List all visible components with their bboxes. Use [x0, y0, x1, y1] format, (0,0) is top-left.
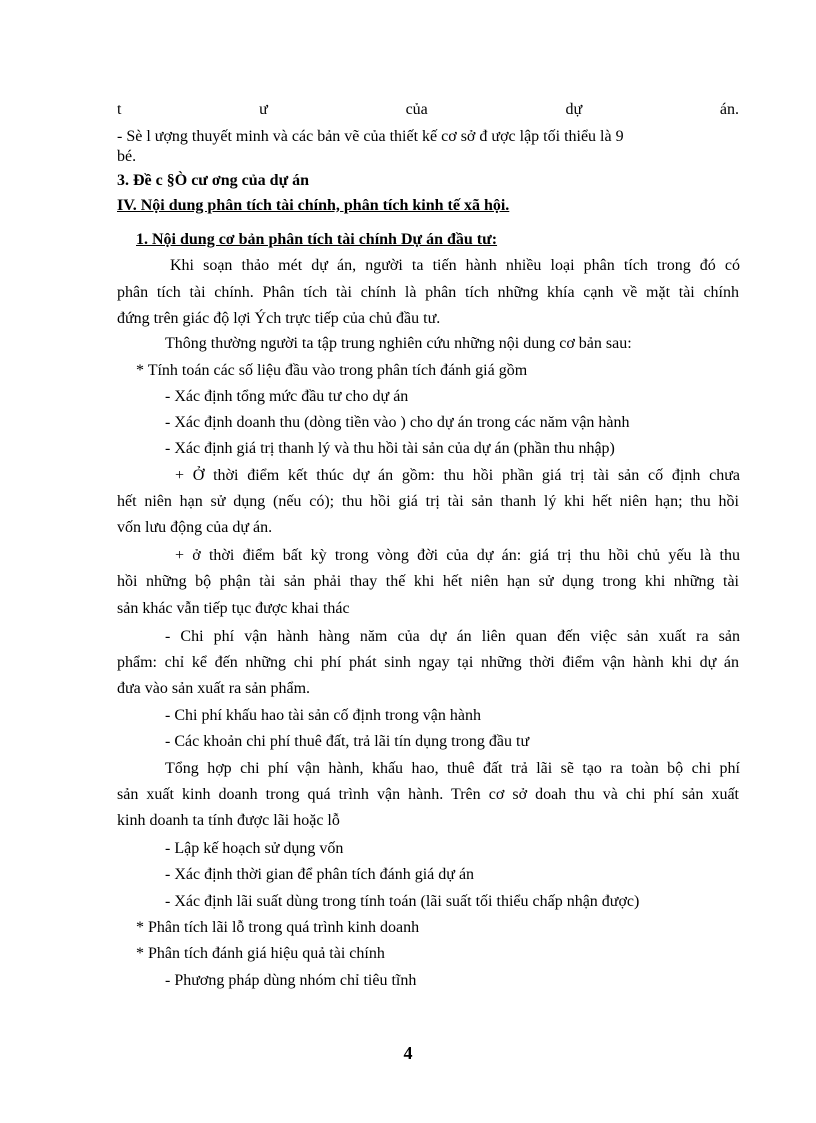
- text-line: - Xác định thời gian để phân tích đánh giá dự án: [165, 866, 475, 883]
- text-line: * Tính toán các số liệu đầu vào trong phân tích đánh giá gồm: [136, 362, 528, 379]
- text-line: hồi những bộ phận tài sản phải thay thế khi hết niên hạn sử dụng trong khi những tài: [117, 573, 739, 590]
- text-line: * Phân tích lãi lỗ trong quá trình kinh doanh: [136, 919, 420, 936]
- chapter-heading: IV. Nội dung phân tích tài chính, phân tích kinh tế xã hội.: [117, 197, 510, 214]
- page-number: 4: [403, 1043, 413, 1063]
- text-line: t ư của dự án.: [117, 101, 739, 118]
- subsection-heading: 1. Nội dung cơ bản phân tích tài chính Dự án đầu tư:: [136, 231, 498, 248]
- text-line: đứng trên giác độ lợi Ých trực tiếp của chủ đầu tư.: [117, 310, 441, 327]
- text-line: - Các khoản chi phí thuê đất, trả lãi tín dụng trong đầu tư: [165, 733, 530, 750]
- text-line: - Xác định giá trị thanh lý và thu hồi tài sản của dự án (phần thu nhập): [165, 440, 615, 457]
- text-line: - Lập kế hoạch sử dụng vốn: [165, 840, 344, 857]
- text-line: - Sè l ượng thuyết minh và các bản vẽ của thiết kế cơ sở đ ược lập tối thiểu là 9: [117, 128, 624, 145]
- text-line: phẩm: chỉ kể đến những chi phí phát sinh ngay tại những thời điểm vận hành khi dự án: [117, 654, 739, 671]
- text-line: đưa vào sản xuất ra sản phẩm.: [117, 680, 311, 697]
- text-line: - Xác định tổng mức đầu tư cho dự án: [165, 388, 409, 405]
- text-line: + Ở thời điểm kết thúc dự án gồm: thu hồi phần giá trị tài sản cố định chưa: [175, 467, 740, 484]
- section-heading: 3. Đề c §Ò cư ơng của dự án: [117, 172, 310, 189]
- text-line: vốn lưu động của dự án.: [117, 519, 273, 536]
- text-line: sản xuất kinh doanh trong quá trình vận hành. Trên cơ sở doah thu và chi phí sản xuất: [117, 786, 739, 803]
- text-line: - Xác định doanh thu (dòng tiền vào ) cho dự án trong các năm vận hành: [165, 414, 630, 431]
- text-line: - Chi phí khấu hao tài sản cố định trong vận hành: [165, 707, 481, 724]
- text-line: - Xác định lãi suất dùng trong tính toán (lãi suất tối thiểu chấp nhận được): [165, 893, 640, 910]
- text-line: - Chi phí vận hành hàng năm của dự án liên quan đến việc sản xuất ra sản: [165, 628, 740, 645]
- text-line: phân tích tài chính. Phân tích tài chính là phân tích những khía cạnh về mặt tài chính: [117, 284, 739, 301]
- text-line: * Phân tích đánh giá hiệu quả tài chính: [136, 945, 385, 962]
- text-line: - Phương pháp dùng nhóm chỉ tiêu tĩnh: [165, 972, 417, 989]
- text-line: Tổng hợp chi phí vận hành, khấu hao, thuê đất trả lãi sẽ tạo ra toàn bộ chi phí: [165, 760, 740, 777]
- text-line: sản khác vẫn tiếp tục được khai thác: [117, 600, 350, 617]
- text-line: kinh doanh ta tính được lãi hoặc lỗ: [117, 812, 340, 829]
- text-line: Thông thường người ta tập trung nghiên cứu những nội dung cơ bản sau:: [165, 335, 632, 352]
- text-line: hết niên hạn sử dụng (nếu có); thu hồi giá trị tài sản thanh lý khi hết niên hạn; thu hồi: [117, 493, 739, 510]
- text-line: Khi soạn thảo mét dự án, người ta tiến hành nhiều loại phân tích trong đó có: [170, 257, 740, 274]
- text-line: bé.: [117, 148, 137, 165]
- text-line: + ở thời điểm bất kỳ trong vòng đời của dự án: giá trị thu hồi chủ yếu là thu: [175, 547, 740, 564]
